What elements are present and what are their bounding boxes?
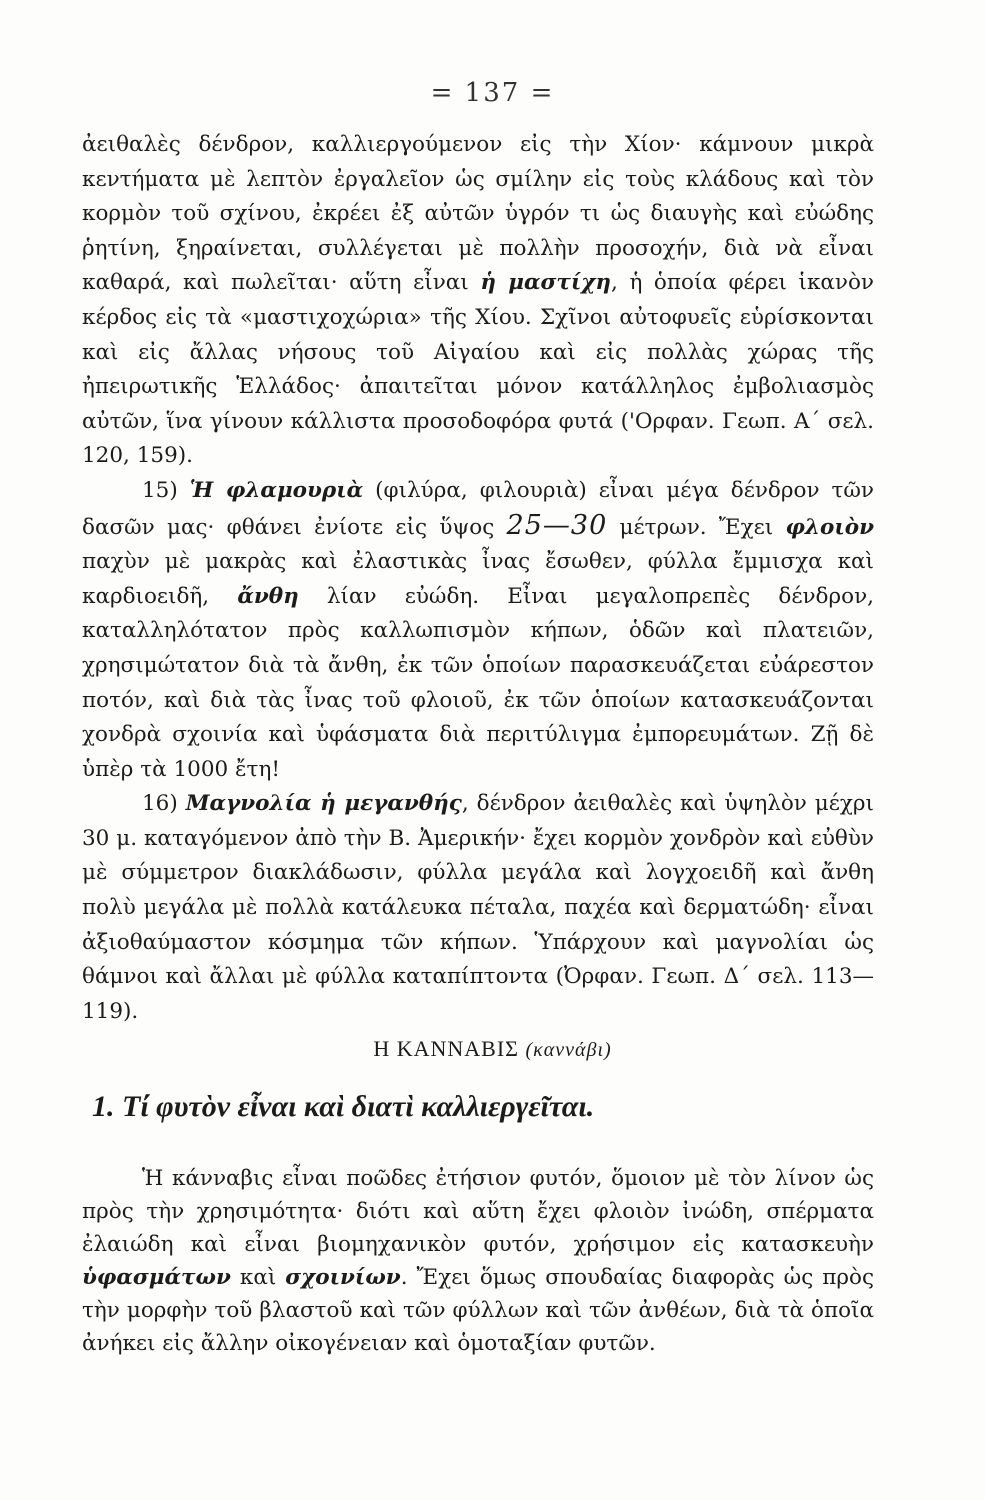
subheading: 1. Τί φυτὸν εἶναι καὶ διατὶ καλλιεργεῖται. <box>92 1090 595 1123</box>
item-number: 15) <box>142 477 190 503</box>
text-run: . Ἔχει ὅμως σπουδαίας διαφορὰς ὡς πρὸς τὴν μορφὴν τοῦ βλαστοῦ καὶ τῶν φύλλων καὶ τῶν ἀνθέων, διὰ τὰ ὁποῖα ἀνήκει εἰς ἄλλην οἰκογένειαν καὶ ὁμοταξίαν φυτῶν. <box>82 1265 874 1356</box>
text-run: , δένδρον ἀειθαλὲς καὶ ὑψηλὸν μέχρι 30 μ. καταγόμενον ἀπὸ τὴν Β. Ἀμερικήν· ἔχει κορμὸν χονδρὸν καὶ εὐθὺν μὲ σύμμετρον διακλάδωσιν, φύλλα μεγάλα καὶ λογχοειδῆ καὶ ἄνθη πολὺ μεγάλα μὲ πολλὰ κατάλευκα πέταλα, παχέα καὶ δερματώδη· εἶναι ἀξιοθαύμαστον κόσμημα τῶν κήπων. Ὑπάρχουν καὶ μαγνολίαι ὡς θάμνοι καὶ ἄλλαι μὲ φύλλα καταπίπτοντα (Ὀρφαν. Γεωπ. Δ΄ σελ. 113—119). <box>82 791 874 1024</box>
heading-subtitle: (καννάβι) <box>525 1039 612 1061</box>
text-run: καὶ <box>230 1265 286 1290</box>
text-run: ἀειθαλὲς δένδρον, καλλιεργούμενον εἰς τὴν Χίον· κάμνουν μικρὰ κεντήματα μὲ λεπτὸν ἐργαλεῖον ὡς σμίλην εἰς τοὺς κλάδους καὶ τὸν κορμὸν τοῦ σχίνου, ἐκρέει ἐξ αὐτῶν ὑγρόν τι ὡς διαυγὴς καὶ εὐώδης ῥητίνη, ξηραίνεται, συλλέγεται μὲ πολλὴν προσοχήν, διὰ νὰ εἶναι καθαρά, καὶ πωλεῖται· αὕτη εἶναι <box>82 132 874 296</box>
text-run: Ἡ κάνναβις εἶναι ποῶδες ἐτήσιον φυτόν, ὅμοιον μὲ τὸν λίνον ὡς πρὸς τὴν χρησιμότητα· διότι καὶ αὕτη ἔχει φλοιὸν ἰνώδη, σπέρματα ἐλαιώδη καὶ εἶναι βιομηχανικὸν φυτόν, χρήσιμον εἰς κατασκευὴν <box>82 1166 874 1257</box>
term-linden: Ἡ φλαμουριὰ <box>189 477 364 503</box>
text-run: λίαν εὐώδη. Εἶναι μεγαλοπρεπὲς δένδρον, καταλληλότατον πρὸς καλλωπισμὸν κήπων, ὁδῶν καὶ πλατειῶν, χρησιμώτατον διὰ τὰ ἄνθη, ἐκ τῶν ὁποίων παρασκευάζεται εὐάρεστον ποτόν, καὶ διὰ τὰς ἶνας τοῦ φλοιοῦ, ἐκ τῶν ὁποίων κατασκευάζονται χονδρὰ σχοινία καὶ ὑφάσματα διὰ περιτύλιγμα ἐμπορευμάτων. Ζῇ δὲ ὑπὲρ τὰ 1000 ἔτη! <box>82 583 874 782</box>
page-number: = 137 = <box>430 78 555 108</box>
section-trees-text <box>82 128 874 1029</box>
section-cannabis-text <box>82 1162 874 1360</box>
paragraph-cannabis <box>82 1162 874 1360</box>
text-run: παχὺν μὲ μακρὰς καὶ ἐλαστικὰς ἶνας ἔσωθεν, φύλλα ἔμμισχα καὶ καρδιοειδῆ, <box>82 549 874 609</box>
term-mastic: ἡ μαστίχη <box>480 270 611 296</box>
text-run: (φιλύρα, φιλουριὰ) εἶναι μέγα δένδρον τῶν δασῶν μας· φθάνει ἐνίοτε εἰς ὕψος <box>82 477 874 540</box>
paragraph-linden <box>82 474 874 787</box>
term-flowers: ἄνθη <box>237 583 299 609</box>
heading-title: Η ΚΑΝΝΑΒΙΣ <box>373 1036 519 1061</box>
term-magnolia: Μαγνολία ἡ μεγανθής <box>185 791 462 817</box>
section-heading <box>0 1036 985 1062</box>
height-range: 25—30 <box>506 509 608 541</box>
term-bark: φλοιὸν <box>785 514 874 540</box>
text-run: , ἡ ὁποία φέρει ἱκανὸν κέρδος εἰς τὰ «μαστιχοχώρια» τῆς Χίου. Σχῖνοι αὐτοφυεῖς εὑρίσκονται καὶ εἰς ἄλλας νήσους τοῦ Αἰγαίου καὶ εἰς πολλὰς χώρας τῆς ἠπειρωτικῆς Ἑλλάδος· ἀπαιτεῖται μόνον κατάλληλος ἐμβολιασμὸς αὐτῶν, ἵνα γίνουν κάλλιστα προσοδοφόρα φυτά ('Ορφαν. Γεωπ. Α΄ σελ. 120, 159). <box>82 270 874 469</box>
paragraph-mastic <box>82 128 874 474</box>
item-number: 16) <box>142 791 186 817</box>
paragraph-magnolia <box>82 787 874 1029</box>
term-ropes: σχοινίων <box>285 1265 401 1290</box>
term-fabrics: ὑφασμάτων <box>82 1265 231 1290</box>
text-run: μέτρων. Ἔχει <box>607 514 786 540</box>
